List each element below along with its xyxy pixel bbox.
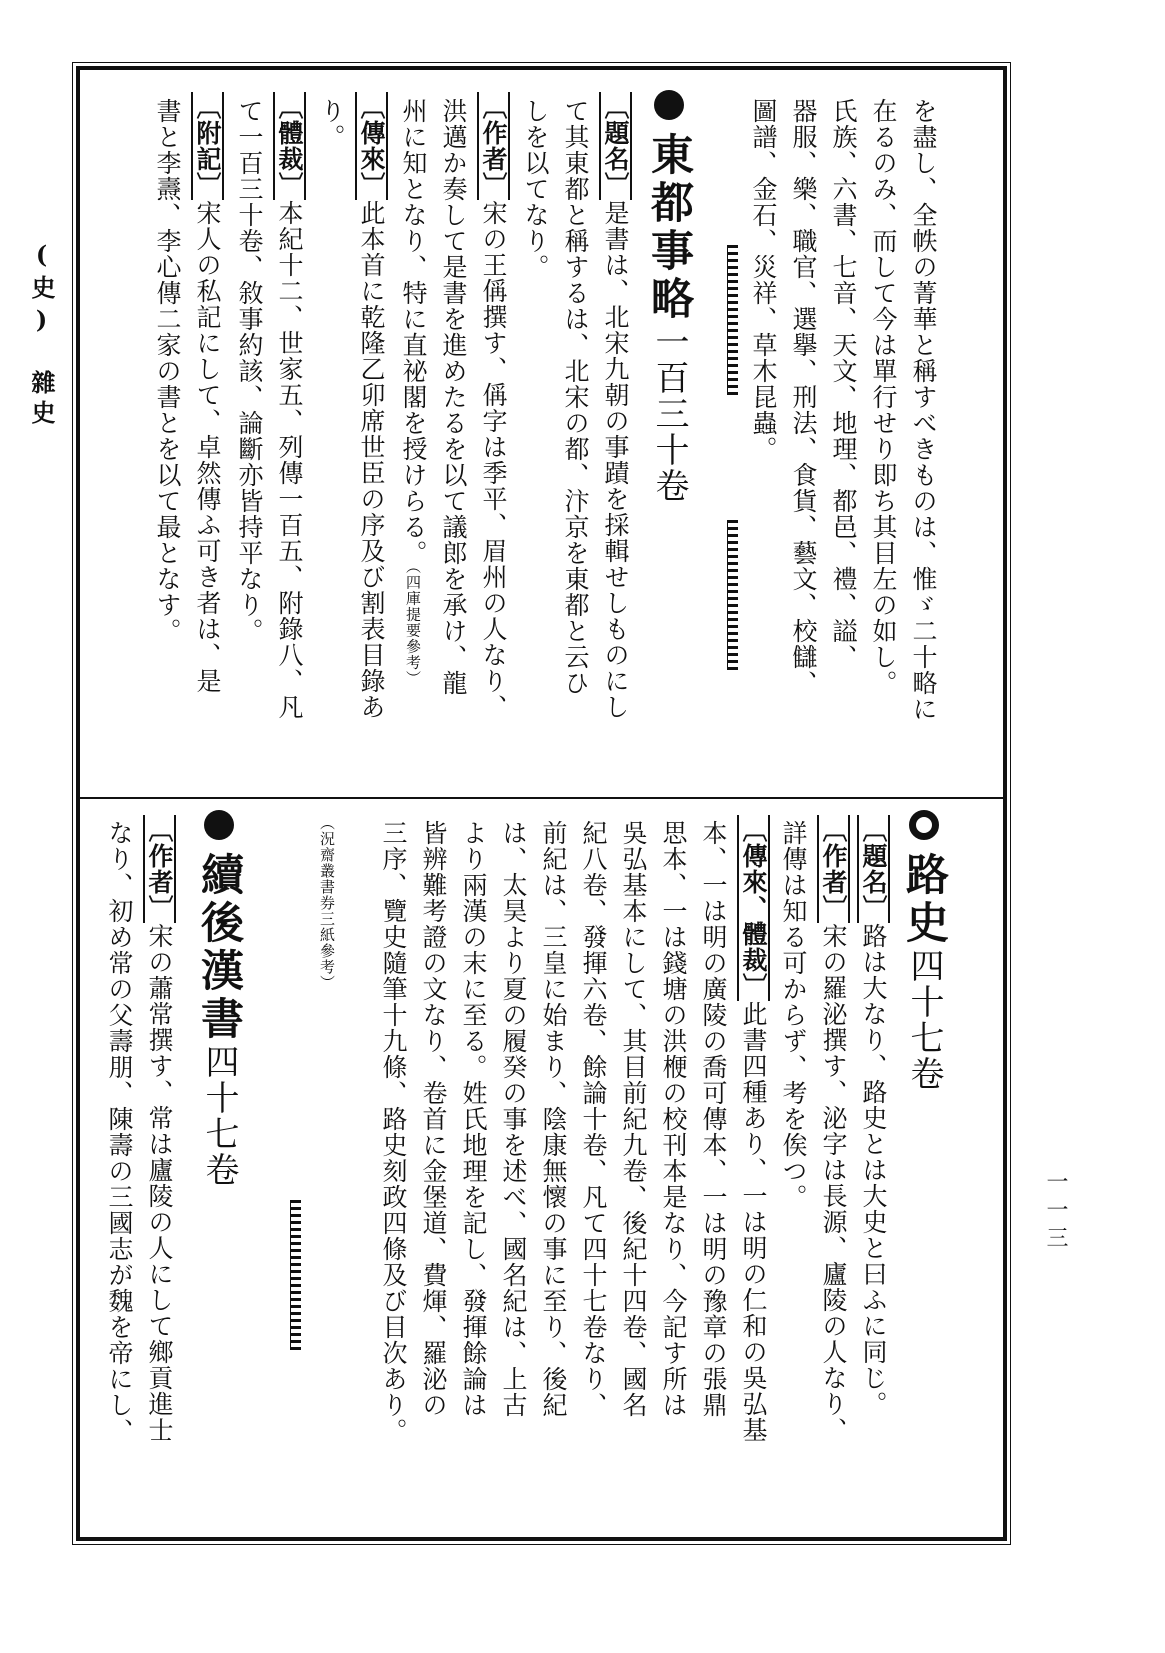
section-tag: 〔體裁〕 — [275, 94, 304, 198]
b1-body-line-8: より兩漢の末に至る。姓氏地理を記し、發揮餘論は — [459, 820, 488, 1418]
book-title: 續後漢書 — [194, 852, 244, 1044]
b1-body-line-6: 前紀は、三皇に始まり、陰康無懷の事に至り、後紀 — [539, 820, 568, 1418]
text-run: 宋の王偁撰す、偁字は季平、眉州の人なり、 — [479, 200, 508, 720]
author-line-3 — [394, 98, 432, 687]
section-divider — [80, 797, 1003, 799]
b1-title-line-1 — [854, 815, 892, 1417]
section-tag: 〔題名〕 — [859, 817, 888, 921]
text-run: 路は大なり、路史とは大史と曰ふに同じ。 — [859, 923, 888, 1417]
b1-body-line-1 — [734, 815, 772, 1443]
cont-line-1: を盡し、全帙の菁華と稱すべきものは、惟ゞ二十略に — [909, 98, 938, 722]
text-run: 況齋叢書券三紙參考 — [318, 831, 336, 975]
text-run: 宋の羅泌撰す、泌字は長源、廬陵の人なり、 — [819, 923, 848, 1443]
cont-line-4: 器服、樂、職官、選擧、刑法、食貨、藝文、校讎、 — [789, 98, 818, 696]
appendix-line-1 — [188, 92, 226, 694]
book-heading-lushi — [899, 810, 949, 1092]
bullet-icon — [654, 90, 684, 120]
b1-author-line-2: 詳傳は知る可からず、考を俟つ。 — [779, 820, 808, 1210]
section-ornament — [290, 1200, 301, 1350]
text-run: 此書四種あり、一は明の仁和の吳弘基 — [739, 1001, 768, 1443]
section-tag: 〔作者〕 — [479, 94, 508, 198]
title-line-1 — [596, 92, 634, 720]
title-line-3: しを以てなり。 — [521, 98, 550, 280]
text-run: 是書は、北宋九朝の事蹟を採輯せしものにし — [601, 200, 630, 720]
book-title: 東都事略 — [644, 132, 694, 324]
running-head: (史) 雜史 — [27, 240, 56, 430]
section-tag: 〔作者〕 — [145, 817, 174, 921]
bullet-icon — [909, 810, 939, 840]
b1-body-line-9: 皆辨難考證の文なり、卷首に金堡道、費煇、羅泌の — [419, 820, 448, 1418]
b1-body-line-5: 紀八卷、發揮六卷、餘論十卷、凡て四十七卷なり、 — [579, 820, 608, 1418]
appendix-line-2: 書と李燾、李心傳二家の書とを以て最となす。 — [153, 98, 182, 644]
source-note: （四庫提要參考） — [404, 566, 422, 687]
bullet-icon — [204, 810, 234, 840]
section-tag: 〔題名〕 — [601, 94, 630, 198]
b1-body-line-2: 本、一は明の廣陵の喬可傳本、一は明の豫章の張鼎 — [699, 820, 728, 1418]
b1-body-line-4: 吳弘基本にして、其目前紀九卷、後紀十四卷、國名 — [619, 820, 648, 1418]
format-line-2: て一百三十卷、敘事約該、論斷亦皆持平なり。 — [235, 98, 264, 644]
b1-source-note: （況齋叢書券三紙參考） — [318, 815, 336, 991]
book-title: 路史 — [899, 852, 949, 948]
b1-body-line-10: 三序、覽史隨筆十九條、路史刻政四條及び目次あり。 — [379, 820, 408, 1444]
title-line-2: て其東都と稱するは、北宋の都、汴京を東都と云ひ — [561, 98, 590, 696]
author-line-2: 洪邁か奏して是書を進めたるを以て議郎を承け、龍 — [439, 98, 468, 696]
cont-line-2: 在るのみ、而して今は單行せり即ち其目左の如し。 — [869, 98, 898, 696]
text-run: 州に知となり、特に直祕閣を授けらる。 — [399, 98, 428, 566]
b1-body-line-7: は、太昊より夏の履癸の事を述べ、國名紀は、上古 — [499, 820, 528, 1418]
transmission-line-2: り。 — [317, 98, 346, 150]
transmission-line-1 — [352, 92, 390, 720]
text-run: 此本首に乾隆乙卯席世臣の序及び割表目錄あ — [357, 200, 386, 720]
section-tag: 〔傳來〕 — [357, 94, 386, 198]
b2-author-line-2: なり、初め常の父壽朋、陳壽の三國志が魏を帝にし、 — [105, 820, 134, 1444]
book-heading-xu-houhanshu — [194, 810, 244, 1188]
book-heading-dongdu-shilue — [644, 90, 694, 504]
format-line-1 — [270, 92, 308, 720]
b1-author-line-1 — [814, 815, 852, 1443]
text-run: 宋人の私記にして、卓然傳ふ可き者は、是 — [193, 200, 222, 694]
book-volumes: 四十七卷 — [904, 948, 944, 1092]
section-ornament — [727, 245, 738, 395]
b2-author-line-1 — [140, 815, 178, 1443]
b1-body-line-3: 思本、一は錢塘の洪楩の校刊本是なり、今記す所は — [659, 820, 688, 1418]
section-tag: 〔作者〕 — [819, 817, 848, 921]
text-run: 本紀十二、世家五、列傳一百五、附錄八、凡 — [275, 200, 304, 720]
cont-line-3: 氏族、六書、七音、天文、地理、都邑、禮、謚、 — [829, 98, 858, 670]
book-volumes: 一百三十卷 — [649, 324, 689, 504]
text-run: 宋の蕭常撰す、常は廬陵の人にして鄉貢進士 — [145, 923, 174, 1443]
section-ornament — [727, 520, 738, 670]
section-tag: 〔附記〕 — [193, 94, 222, 198]
author-line-1 — [474, 92, 512, 720]
book-volumes: 四十七卷 — [199, 1044, 239, 1188]
cont-line-5: 圖譜、金石、災祥、草木昆蟲。 — [749, 98, 778, 462]
section-tag: 〔傳來、體裁〕 — [739, 817, 768, 999]
page-number: 一一三 — [1043, 1170, 1068, 1254]
